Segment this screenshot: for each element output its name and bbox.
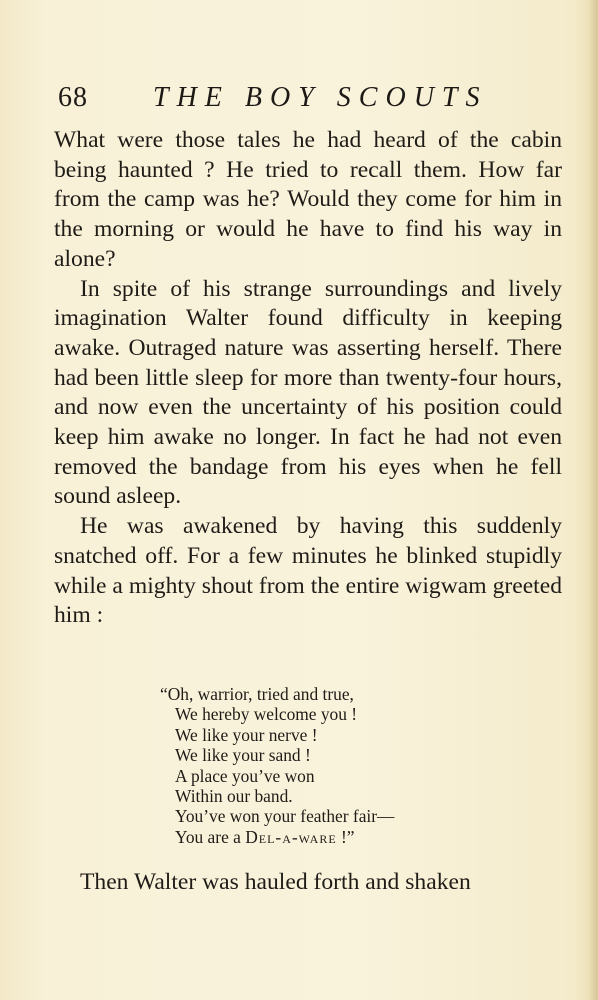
poem-line-final xyxy=(160,827,480,847)
poem-final-prefix: You are a xyxy=(175,826,246,847)
paragraph: He was awakened by having this suddenly snatched off. For a few minutes he blinked stupidly while a mighty shout from the entire wigwam greeted him : xyxy=(54,513,562,629)
poem-line: “Oh, warrior, tried and true, xyxy=(160,684,354,704)
poem-line: A place you’ve won xyxy=(175,765,315,786)
page-edge-shadow xyxy=(588,0,598,1000)
running-head xyxy=(58,80,568,120)
poem-final-suffix: !” xyxy=(336,826,355,847)
paragraph: What were those tales he had heard of the cabin being haunted ? He tried to recall them. How far from the camp was he? Would they come for him in the morning or would he have to find his way in alone? xyxy=(54,127,562,272)
poem-block xyxy=(160,684,480,847)
poem-line: We like your sand ! xyxy=(175,745,311,766)
poem-line: We like your nerve ! xyxy=(175,724,318,745)
poem-final-name: Del-a-ware xyxy=(245,826,337,847)
body-text xyxy=(54,126,562,631)
running-title: THE BOY SCOUTS xyxy=(153,82,488,113)
poem-line: Within our band. xyxy=(175,786,293,807)
paragraph: In spite of his strange surroundings and lively imagination Walter found difficulty in keeping awake. Outraged nature was asserting herself. There had been little sleep for more than twenty-four hours, and now even the uncertainty of his position could keep him awake no longer. In fact he had not even removed the bandage from his eyes when he fell sound asleep. xyxy=(54,275,562,510)
continuation-line: Then Walter was hauled forth and shaken xyxy=(80,869,471,895)
poem-line: You’ve won your feather fair— xyxy=(175,806,395,827)
poem-line: We hereby welcome you ! xyxy=(175,704,358,725)
page-number: 68 xyxy=(58,82,88,113)
